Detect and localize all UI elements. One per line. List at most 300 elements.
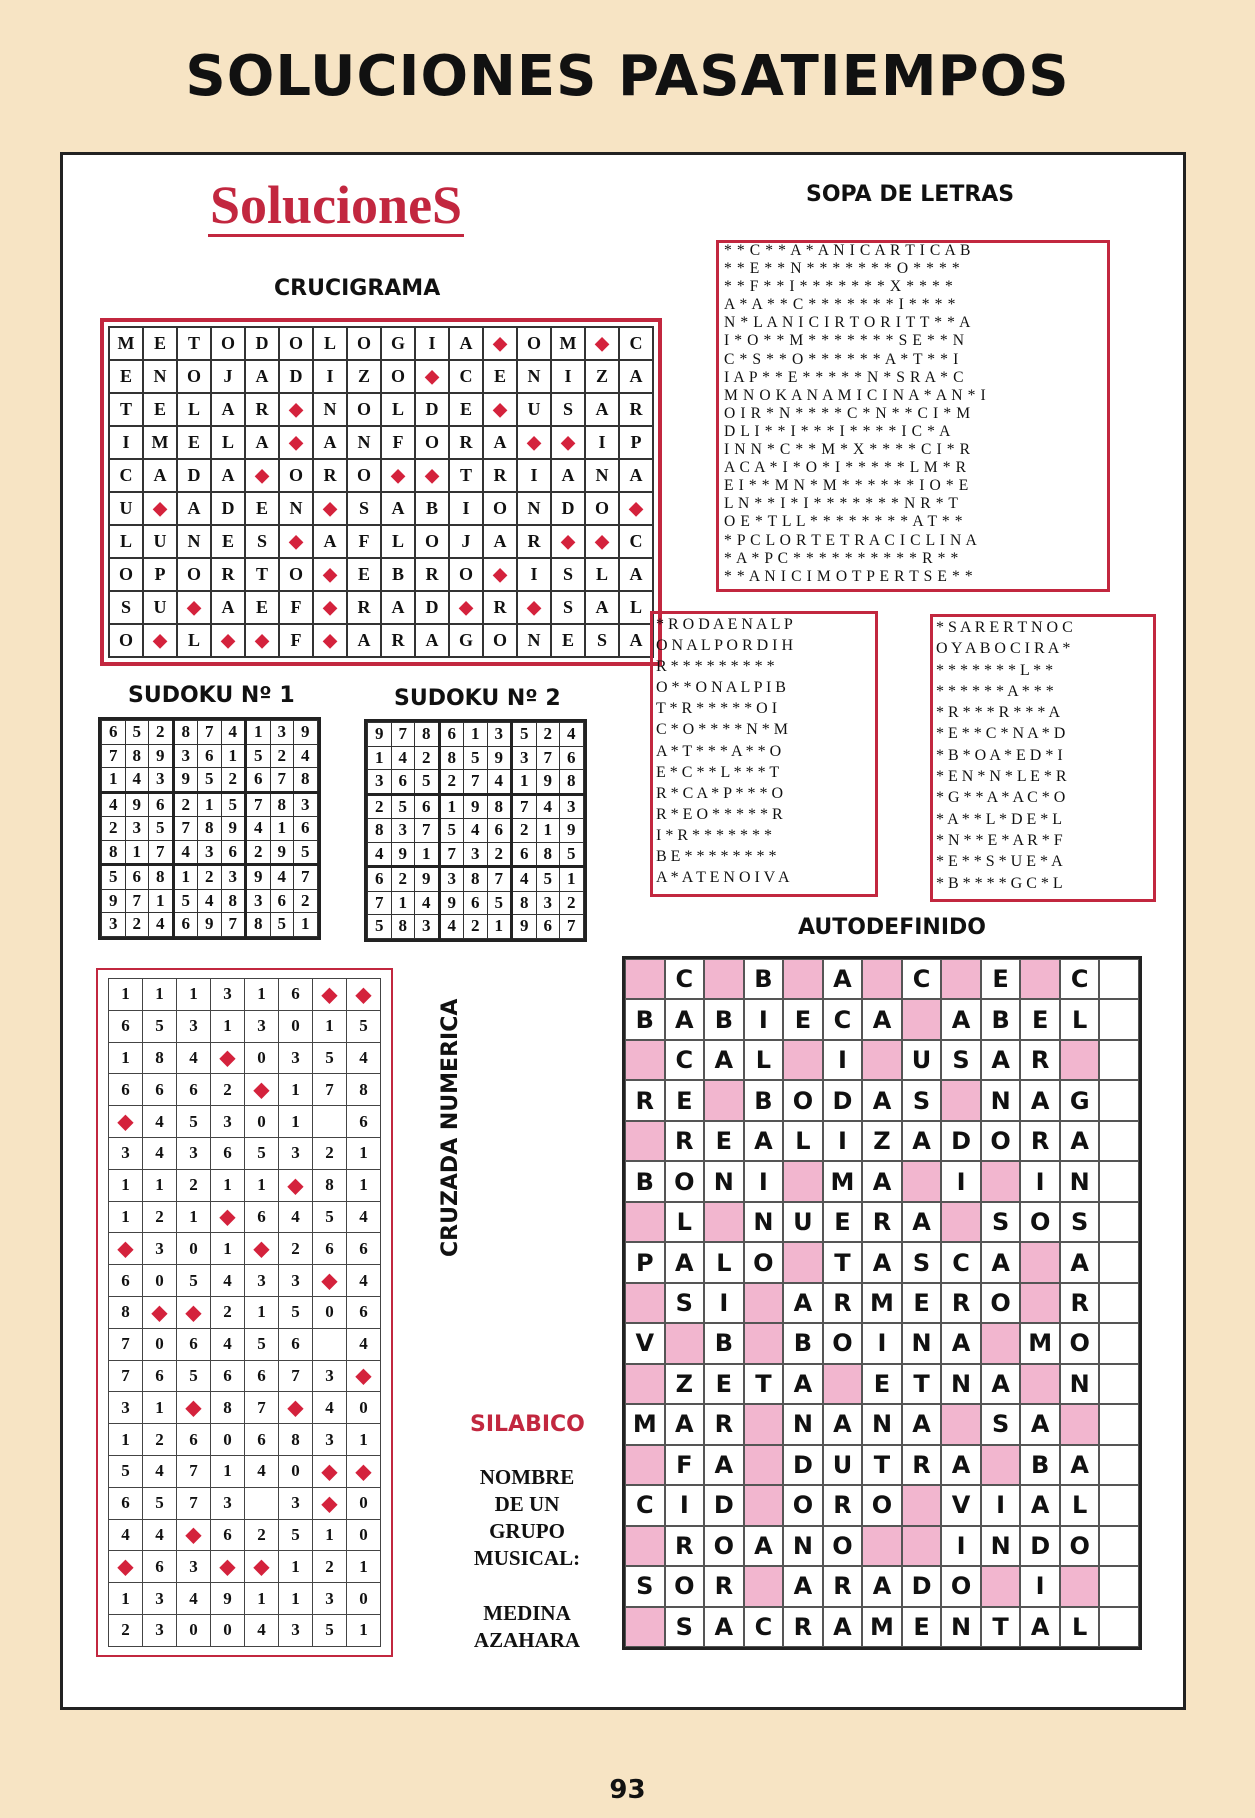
sopa-line: * * * * * * * L * * [936, 661, 1054, 679]
autodefinido-letter-cell: N [981, 1526, 1021, 1566]
sudoku1-cell: 4 [270, 865, 294, 890]
autodefinido-letter-cell: A [862, 1566, 902, 1606]
sudoku2-cell: 7 [415, 819, 440, 843]
autodefinido-letter-cell: A [862, 1242, 902, 1282]
silabico-question-line: NOMBRE [479, 1465, 575, 1489]
sudoku2-cell: 8 [439, 746, 464, 770]
autodefinido-letter-cell: B [744, 959, 784, 999]
cruzada-cell: 4 [347, 1201, 381, 1233]
autodefinido-letter-cell [1099, 999, 1139, 1039]
autodefinido-letter-cell [1099, 1202, 1139, 1242]
cruzada-cell: 0 [143, 1265, 177, 1297]
autodefinido-clue-cell [981, 1566, 1021, 1606]
sudoku2-cell: 8 [512, 891, 537, 915]
autodefinido-clue-cell [1060, 1566, 1100, 1606]
cruzada-cell: 4 [143, 1519, 177, 1551]
crucigrama-cell: O [449, 558, 483, 591]
cruzada-cell: 2 [313, 1551, 347, 1583]
cruzada-cell: 1 [177, 979, 211, 1011]
sudoku1-cell: 4 [102, 792, 126, 817]
sudoku1-cell: 2 [102, 817, 126, 841]
sudoku2-row [368, 794, 584, 819]
cruzada-cell: 1 [279, 1106, 313, 1138]
crucigrama-cell: N [279, 492, 313, 525]
crucigrama-cell: ◆ [483, 393, 517, 426]
cruzada-cell: 6 [279, 979, 313, 1011]
crucigrama-cell: S [551, 591, 585, 624]
sudoku1-cell: 8 [270, 792, 294, 817]
autodefinido-clue-cell [783, 1161, 823, 1201]
autodefinido-letter-cell: U [823, 1445, 863, 1485]
autodefinido-letter-cell: S [941, 1040, 981, 1080]
crucigrama-cell: E [245, 492, 279, 525]
sudoku2-cell: 8 [368, 819, 392, 843]
cruzada-cell: ◆ [279, 1169, 313, 1201]
crucigrama-cell: D [551, 492, 585, 525]
crucigrama-cell: ◆ [313, 492, 347, 525]
sopa-line: B E * * * * * * * * [656, 848, 777, 866]
crucigrama-cell: P [619, 426, 653, 459]
sudoku1-cell: 7 [173, 817, 198, 841]
crucigrama-cell: L [381, 525, 415, 558]
crucigrama-cell: A [347, 624, 381, 657]
crucigrama-cell: R [517, 525, 551, 558]
autodefinido-letter-cell: A [862, 1080, 902, 1120]
sopa-line: * * E * * N * * * * * * * O * * * * [724, 260, 961, 278]
sudoku2-cell: 2 [368, 794, 392, 819]
cruzada-cell: 8 [143, 1042, 177, 1074]
cruzada-row [109, 1296, 381, 1328]
cruzada-cell: 4 [347, 1328, 381, 1360]
crucigrama-cell: A [211, 459, 245, 492]
autodefinido-letter-cell: I [744, 999, 784, 1039]
cruzada-row [109, 1583, 381, 1615]
cruzada-cell: 4 [211, 1328, 245, 1360]
autodefinido-clue-cell [704, 1080, 744, 1120]
cruzada-cell: ◆ [245, 1074, 279, 1106]
autodefinido-letter-cell: I [704, 1283, 744, 1323]
sopa-line: * A * P C * * * * * * * * * * R * * [724, 549, 959, 567]
cruzada-cell: 1 [211, 1455, 245, 1487]
silabico-answer [452, 1600, 602, 1654]
autodefinido-letter-cell: A [744, 1526, 784, 1566]
sudoku2-cell: 5 [391, 794, 415, 819]
sopa-line: O E * T L L * * * * * * * * A T * * [724, 513, 964, 531]
sopa-line: E * C * * L * * * T [656, 763, 780, 781]
cruzada-cell: 5 [279, 1296, 313, 1328]
cruzada-cell: 3 [279, 1137, 313, 1169]
sudoku1-cell: 7 [246, 792, 271, 817]
cruzada-cell: 3 [279, 1042, 313, 1074]
sudoku2-cell: 3 [464, 842, 488, 867]
crucigrama-cell: F [347, 525, 381, 558]
cruzada-cell: ◆ [177, 1296, 211, 1328]
crucigrama-cell: R [483, 459, 517, 492]
sudoku1-cell: 6 [102, 721, 126, 745]
autodefinido-letter-cell: E [981, 959, 1021, 999]
sudoku2-row [368, 915, 584, 939]
sudoku1-cell: 4 [149, 913, 174, 937]
crucigrama-cell: I [551, 360, 585, 393]
autodefinido-letter-cell: A [1060, 1121, 1100, 1161]
crucigrama-row [109, 591, 653, 624]
autodefinido-letter-cell: O [823, 1323, 863, 1363]
autodefinido-letter-cell: A [665, 999, 705, 1039]
crucigrama-cell: S [551, 393, 585, 426]
cruzada-cell: ◆ [177, 1392, 211, 1424]
sudoku1-cell: 3 [270, 721, 294, 745]
autodefinido-letter-cell [1099, 1161, 1139, 1201]
cruzada-cell: ◆ [245, 1551, 279, 1583]
crucigrama-cell: L [313, 327, 347, 360]
sudoku2-cell: 6 [560, 746, 584, 770]
crucigrama-cell: O [381, 360, 415, 393]
autodefinido-letter-cell: A [665, 1242, 705, 1282]
cruzada-cell: 6 [211, 1519, 245, 1551]
crucigrama-row [109, 393, 653, 426]
sudoku1-row [102, 744, 318, 768]
sudoku2-cell: 4 [415, 891, 440, 915]
sudoku2-cell: 6 [415, 794, 440, 819]
crucigrama-cell: F [279, 624, 313, 657]
crucigrama-cell: N [517, 360, 551, 393]
crucigrama-cell: A [585, 591, 619, 624]
sudoku2-row [368, 867, 584, 892]
sudoku1-cell: 8 [198, 817, 222, 841]
sudoku2-cell: 3 [560, 794, 584, 819]
autodefinido-letter-cell: B [704, 1323, 744, 1363]
autodefinido-letter-cell [1099, 1364, 1139, 1404]
cruzada-cell: ◆ [279, 1392, 313, 1424]
autodefinido-letter-cell: S [625, 1566, 665, 1606]
crucigrama-cell: ◆ [551, 426, 585, 459]
cruzada-cell: 2 [211, 1074, 245, 1106]
crucigrama-cell: O [279, 327, 313, 360]
autodefinido-title: AUTODEFINIDO [798, 915, 986, 940]
cruzada-cell: 5 [109, 1455, 143, 1487]
cruzada-cell: 3 [143, 1614, 177, 1646]
crucigrama-cell: O [109, 558, 143, 591]
autodefinido-clue-cell [1020, 1283, 1060, 1323]
crucigrama-cell: M [551, 327, 585, 360]
autodefinido-letter-cell: A [902, 1121, 942, 1161]
cruzada-cell: 1 [245, 979, 279, 1011]
autodefinido-clue-cell [902, 1161, 942, 1201]
autodefinido-letter-cell: I [665, 1485, 705, 1525]
silabico-question-line: GRUPO [489, 1519, 565, 1543]
sudoku2-cell: 1 [512, 770, 537, 795]
sudoku1-cell: 7 [270, 768, 294, 793]
crucigrama-cell: O [585, 492, 619, 525]
sudoku1-cell: 8 [246, 913, 271, 937]
crucigrama-cell: O [177, 360, 211, 393]
crucigrama-cell: ◆ [245, 624, 279, 657]
autodefinido-letter-cell: T [823, 1242, 863, 1282]
sopa-line: * E * * C * N A * D [936, 725, 1066, 743]
cruzada-cell: 1 [211, 1169, 245, 1201]
cruzada-cell: 4 [245, 1614, 279, 1646]
cruzada-row [109, 1519, 381, 1551]
sudoku2-row [368, 723, 584, 747]
crucigrama-cell: R [415, 558, 449, 591]
sudoku1-cell: 9 [270, 840, 294, 865]
sudoku1-cell: 4 [198, 889, 222, 913]
autodefinido-letter-cell: N [902, 1323, 942, 1363]
sudoku1-cell: 5 [102, 865, 126, 890]
autodefinido-clue-cell [902, 1485, 942, 1525]
autodefinido-letter-cell: D [902, 1566, 942, 1606]
autodefinido-letter-cell: Z [862, 1121, 902, 1161]
crucigrama-cell: ◆ [551, 525, 585, 558]
sudoku1-cell: 2 [125, 913, 149, 937]
sudoku1-cell: 7 [294, 865, 318, 890]
cruzada-cell: 3 [313, 1583, 347, 1615]
cruzada-cell: 5 [177, 1106, 211, 1138]
sudoku2-cell: 1 [368, 746, 392, 770]
crucigrama-cell: D [415, 393, 449, 426]
crucigrama-cell: C [109, 459, 143, 492]
sudoku2-cell: 1 [439, 794, 464, 819]
sudoku2-cell: 2 [560, 891, 584, 915]
sopa-line: A C A * I * O * I * * * * * L M * R [724, 459, 967, 477]
sudoku1-row [102, 721, 318, 745]
cruzada-cell: 6 [245, 1424, 279, 1456]
cruzada-cell: 0 [211, 1424, 245, 1456]
sopa-line: * A * * L * D E * L [936, 810, 1063, 828]
cruzada-cell: ◆ [143, 1296, 177, 1328]
cruzada-row [109, 1551, 381, 1583]
autodefinido-clue-cell [981, 1445, 1021, 1485]
autodefinido-letter-cell: N [981, 1080, 1021, 1120]
cruzada-cell: 3 [279, 1487, 313, 1519]
sudoku2-cell: 9 [560, 819, 584, 843]
autodefinido-letter-cell: T [981, 1607, 1021, 1647]
sopa-line: I A P * * E * * * * * N * S R A * C [724, 368, 965, 386]
autodefinido-letter-cell: N [941, 1364, 981, 1404]
cruzada-cell: 6 [109, 1265, 143, 1297]
cruzada-cell: 0 [143, 1328, 177, 1360]
cruzada-cell: 1 [347, 1137, 381, 1169]
crucigrama-cell: O [415, 525, 449, 558]
cruzada-cell: 1 [347, 1424, 381, 1456]
sudoku1-cell: 3 [125, 817, 149, 841]
crucigrama-cell: N [313, 393, 347, 426]
autodefinido-clue-cell [625, 1607, 665, 1647]
sudoku1-cell: 1 [198, 792, 222, 817]
crucigrama-cell: D [279, 360, 313, 393]
autodefinido-letter-cell: S [981, 1404, 1021, 1444]
crucigrama-cell: D [211, 492, 245, 525]
sudoku2-cell: 1 [560, 867, 584, 892]
autodefinido-letter-cell: L [1060, 999, 1100, 1039]
sudoku1-cell: 1 [102, 768, 126, 793]
autodefinido-letter-cell: L [1060, 1485, 1100, 1525]
autodefinido-letter-cell: C [941, 1242, 981, 1282]
sudoku1-cell: 9 [173, 768, 198, 793]
cruzada-cell: 0 [279, 1010, 313, 1042]
crucigrama-cell: O [177, 558, 211, 591]
autodefinido-letter-cell: R [1020, 1040, 1060, 1080]
crucigrama-cell: C [619, 327, 653, 360]
cruzada-row [109, 1233, 381, 1265]
crucigrama-cell: L [381, 393, 415, 426]
crucigrama-cell: A [449, 327, 483, 360]
cruzada-cell: 7 [109, 1328, 143, 1360]
crucigrama-cell: E [109, 360, 143, 393]
silabico-answer-line: AZAHARA [473, 1628, 581, 1652]
autodefinido-clue-cell [625, 1445, 665, 1485]
autodefinido-letter-cell: A [902, 1404, 942, 1444]
autodefinido-letter-cell: S [665, 1607, 705, 1647]
crucigrama-cell: G [381, 327, 415, 360]
crucigrama-cell: S [551, 558, 585, 591]
sopa-left-grid [656, 614, 793, 888]
autodefinido-letter-cell: A [783, 1566, 823, 1606]
autodefinido-letter-cell: I [744, 1161, 784, 1201]
cruzada-row [109, 1487, 381, 1519]
autodefinido-letter-cell: A [902, 1202, 942, 1242]
autodefinido-letter-cell: A [823, 1404, 863, 1444]
sudoku1-cell: 9 [102, 889, 126, 913]
sopa-line: T * R * * * * * O I [656, 700, 778, 718]
autodefinido-letter-cell [1099, 1040, 1139, 1080]
cruzada-cell: 5 [279, 1519, 313, 1551]
sudoku2-cell: 1 [487, 915, 512, 939]
cruzada-row [109, 1614, 381, 1646]
cruzada-cell: 3 [211, 1106, 245, 1138]
cruzada-cell [313, 1106, 347, 1138]
cruzada-cell: 6 [109, 1010, 143, 1042]
autodefinido-letter-cell: R [862, 1202, 902, 1242]
autodefinido-letter-cell: E [862, 1364, 902, 1404]
crucigrama-title: CRUCIGRAMA [274, 276, 441, 301]
crucigrama-cell: M [109, 327, 143, 360]
autodefinido-letter-cell: B [981, 999, 1021, 1039]
crucigrama-cell: I [313, 360, 347, 393]
sudoku1-cell: 6 [173, 913, 198, 937]
autodefinido-letter-cell: N [704, 1161, 744, 1201]
sudoku2-cell: 3 [368, 770, 392, 795]
sudoku2-cell: 6 [464, 891, 488, 915]
sopa-line: * B * * * * G C * L [936, 874, 1063, 892]
sudoku1-cell: 3 [102, 913, 126, 937]
cruzada-cell: 1 [347, 1169, 381, 1201]
cruzada-cell: 3 [109, 1137, 143, 1169]
autodefinido-clue-cell [941, 1404, 981, 1444]
crucigrama-cell: J [211, 360, 245, 393]
autodefinido-letter-cell: E [902, 1607, 942, 1647]
autodefinido-clue-cell [1060, 1040, 1100, 1080]
crucigrama-cell: ◆ [313, 591, 347, 624]
cruzada-cell: 7 [177, 1455, 211, 1487]
crucigrama-cell: ◆ [415, 360, 449, 393]
cruzada-row [109, 1137, 381, 1169]
sudoku2-cell: 5 [536, 867, 560, 892]
autodefinido-clue-cell [981, 1323, 1021, 1363]
crucigrama-cell: N [585, 459, 619, 492]
crucigrama-cell: A [619, 459, 653, 492]
sudoku2-cell: 8 [487, 794, 512, 819]
autodefinido-letter-cell [1099, 1445, 1139, 1485]
silabico-answer-line: MEDINA [483, 1601, 571, 1625]
autodefinido-letter-cell: R [1060, 1283, 1100, 1323]
crucigrama-cell: N [143, 360, 177, 393]
autodefinido-letter-cell: N [783, 1404, 823, 1444]
autodefinido-letter-cell: O [981, 1283, 1021, 1323]
cruzada-cell: 6 [347, 1296, 381, 1328]
sopa-line: R * C A * P * * * O [656, 784, 783, 802]
sopa-line: A * T * * * A * * O [656, 742, 782, 760]
cruzada-cell: 6 [143, 1074, 177, 1106]
cruzada-cell: 1 [143, 979, 177, 1011]
autodefinido-letter-cell: B [744, 1080, 784, 1120]
sudoku1-cell: 2 [173, 792, 198, 817]
crucigrama-cell: A [483, 426, 517, 459]
cruzada-cell: ◆ [347, 1360, 381, 1392]
sudoku1-row [102, 817, 318, 841]
autodefinido-letter-cell: S [902, 1080, 942, 1120]
cruzada-cell: ◆ [313, 1487, 347, 1519]
sudoku1-cell: 1 [270, 817, 294, 841]
sudoku2-row [368, 746, 584, 770]
autodefinido-letter-cell: C [823, 999, 863, 1039]
crucigrama-cell: O [211, 327, 245, 360]
cruzada-cell: 1 [143, 1392, 177, 1424]
sopa-line: A * A T E N O I V A [656, 869, 790, 887]
sudoku2-cell: 4 [487, 770, 512, 795]
sudoku2-cell: 1 [415, 842, 440, 867]
autodefinido-letter-cell [1099, 1080, 1139, 1120]
sudoku1-cell: 2 [149, 721, 174, 745]
sudoku1-cell: 8 [102, 840, 126, 865]
crucigrama-cell: A [415, 624, 449, 657]
sudoku1-cell: 3 [198, 840, 222, 865]
autodefinido-letter-cell: S [902, 1242, 942, 1282]
autodefinido-letter-cell: A [665, 1404, 705, 1444]
autodefinido-letter-cell: I [862, 1323, 902, 1363]
autodefinido-letter-cell: C [744, 1607, 784, 1647]
sudoku1-grid [98, 717, 321, 940]
crucigrama-cell: ◆ [143, 492, 177, 525]
cruzada-cell: 5 [245, 1137, 279, 1169]
autodefinido-clue-cell [625, 959, 665, 999]
autodefinido-letter-cell: A [981, 1242, 1021, 1282]
crucigrama-cell: D [177, 459, 211, 492]
crucigrama-cell: O [347, 327, 381, 360]
cruzada-cell: 5 [143, 1487, 177, 1519]
sudoku1-cell: 9 [149, 744, 174, 768]
crucigrama-cell: I [517, 558, 551, 591]
sudoku1-cell: 1 [125, 840, 149, 865]
autodefinido-letter-cell [1099, 1404, 1139, 1444]
sopa-line: C * S * * O * * * * * * A * T * * I [724, 350, 959, 368]
autodefinido-clue-cell [744, 1323, 784, 1363]
cruzada-cell: 3 [279, 1265, 313, 1297]
cruzada-cell: 9 [211, 1583, 245, 1615]
autodefinido-letter-cell: O [744, 1242, 784, 1282]
sudoku1-cell: 6 [125, 865, 149, 890]
sudoku2-cell: 5 [439, 819, 464, 843]
cruzada-cell: 0 [245, 1042, 279, 1074]
sudoku1-cell: 4 [173, 840, 198, 865]
autodefinido-letter-cell: L [704, 1242, 744, 1282]
cruzada-row [109, 1042, 381, 1074]
cruzada-cell: 8 [347, 1074, 381, 1106]
sudoku2-cell: 9 [464, 794, 488, 819]
autodefinido-clue-cell [783, 959, 823, 999]
autodefinido-letter-cell: A [941, 1323, 981, 1363]
crucigrama-cell: U [143, 591, 177, 624]
